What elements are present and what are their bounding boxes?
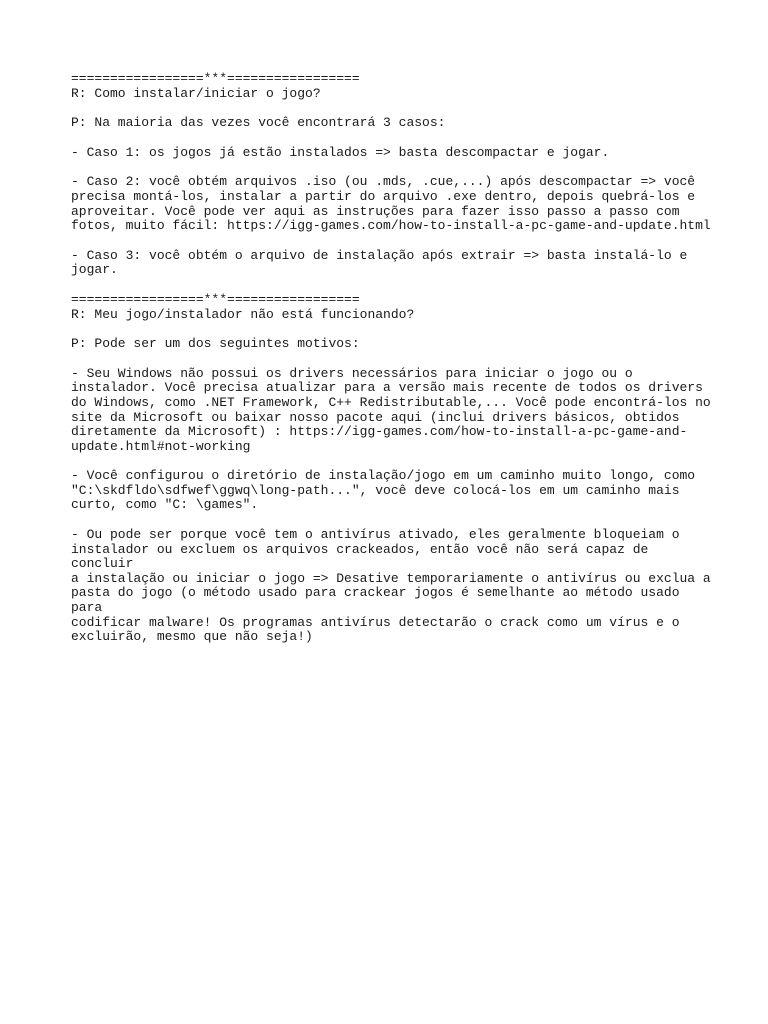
spacer (71, 234, 711, 249)
answer-intro: P: Na maioria das vezes você encontrará 3 casos: (71, 115, 446, 131)
section-separator: =================***================= (71, 291, 360, 307)
spacer (71, 278, 711, 293)
case-item: - Caso 3: você obtém o arquivo de instalação após extrair => basta instalá-lo e jogar. (71, 247, 688, 278)
reason-item: - Seu Windows não possui os drivers necessários para iniciar o jogo ou o instalador. Você precisa atualizar para a versão mais recente de todos os drivers do Windows, como .NET Framework, C++ Redistributable,... Você pode encontrá-los no site da Microsoft ou baixar nosso pacote aqui (inclui drivers básicos, obtidos diretamente da Microsoft) : https://igg-games.com/how-to-install-a-pc-game-and- update.html#not-working (71, 365, 711, 454)
question-heading: R: Como instalar/iniciar o jogo? (71, 85, 321, 101)
spacer (71, 160, 711, 175)
spacer (71, 322, 711, 337)
spacer (71, 131, 711, 146)
case-item: - Caso 1: os jogos já estão instalados => basta descompactar e jogar. (71, 144, 610, 160)
reason-item: - Ou pode ser porque você tem o antivírus ativado, eles geralmente bloqueiam o instalador ou excluem os arquivos crackeados, então você não será capaz de concluir a instalação ou iniciar o jogo => Desative temporariamente o antivírus ou exclua a pasta do jogo (o método usado para crackear jogos é semelhante ao método usado para codificar malware! Os programas antivírus detectarão o crack como um vírus e o excluirão, mesmo que não seja!) (71, 527, 711, 645)
spacer (71, 352, 711, 367)
section-separator: =================***================= (71, 71, 360, 86)
spacer (71, 513, 711, 528)
spacer (71, 454, 711, 469)
reason-item: - Você configurou o diretório de instalação/jogo em um caminho muito longo, como "C:\skdfldo\sdfwef\ggwq\long-path...", você deve colocá-los em um caminho mais curto, como "C: \games". (71, 468, 696, 513)
case-item: - Caso 2: você obtém arquivos .iso (ou .mds, .cue,...) após descompactar => você precisa montá-los, instalar a partir do arquivo .exe dentro, depois quebrá-los e aproveitar. Você pode ver aqui as instruções para fazer isso passo a passo com fotos, muito fácil: https://igg-games.com/how-to-install-a-pc-game-and-update.html (71, 174, 711, 234)
answer-intro: P: Pode ser um dos seguintes motivos: (71, 336, 360, 352)
question-heading: R: Meu jogo/instalador não está funcionando? (71, 306, 415, 322)
spacer (71, 101, 711, 116)
document-page (71, 72, 711, 645)
